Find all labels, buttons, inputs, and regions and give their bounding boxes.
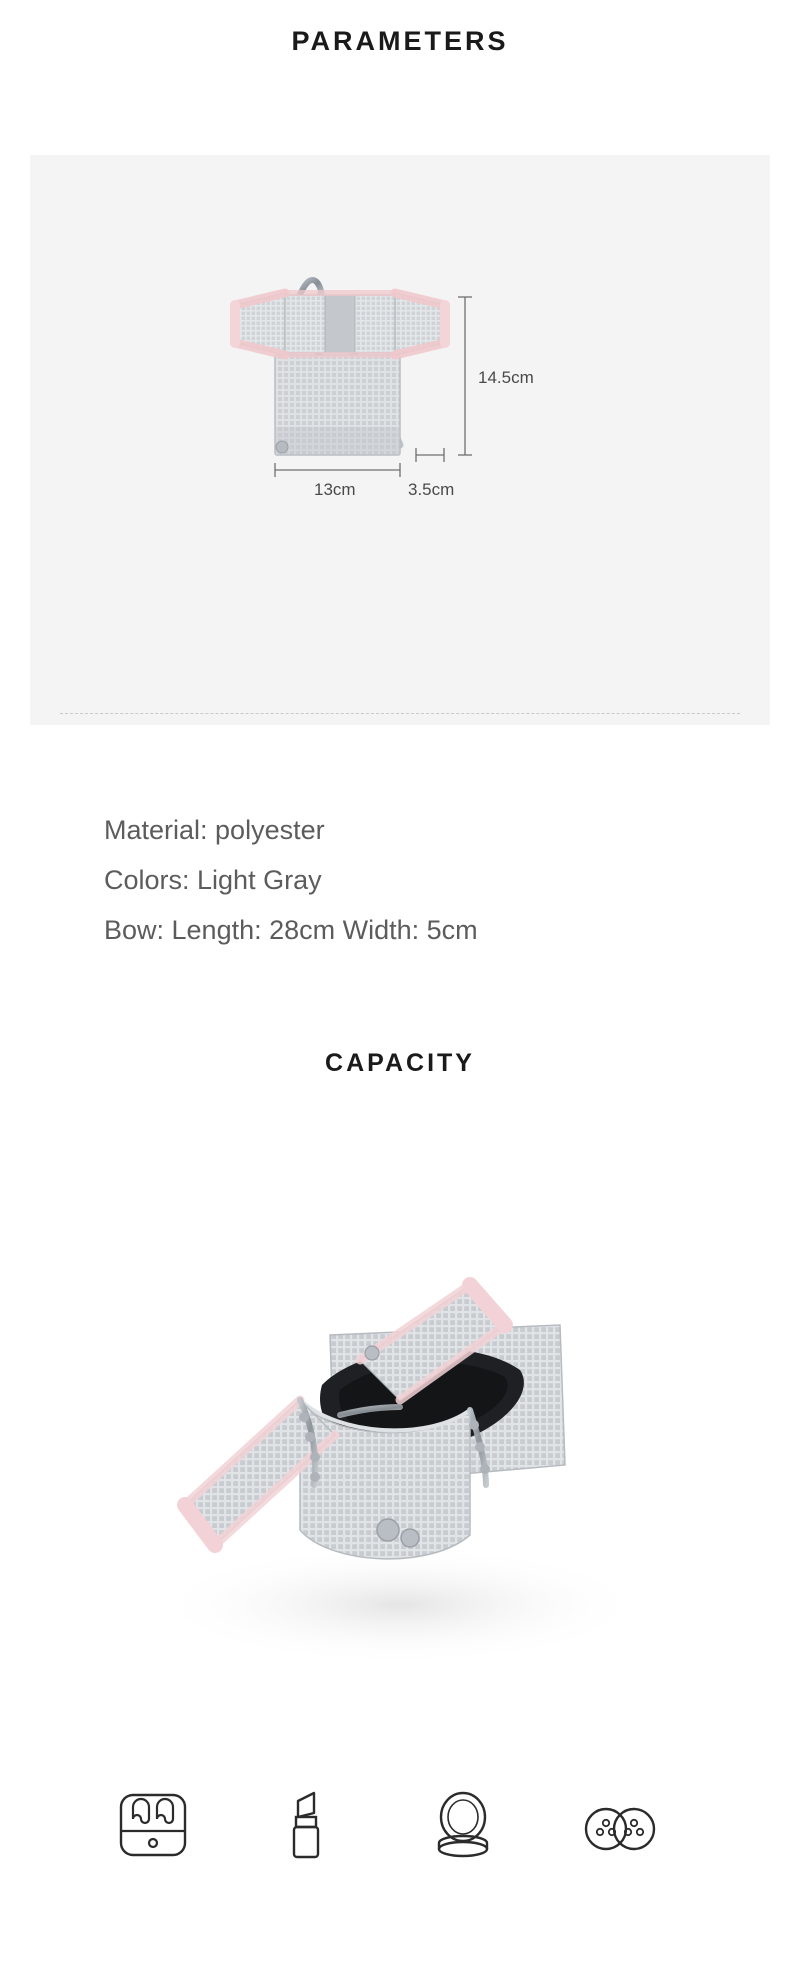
spec-bow: Bow: Length: 28cm Width: 5cm (104, 915, 478, 945)
height-label: 14.5cm (478, 368, 534, 387)
earbuds-case-icon (110, 1770, 195, 1880)
parameters-image-panel (30, 155, 770, 725)
lipstick-icon (265, 1770, 350, 1880)
spec-colors: Colors: Light Gray (104, 865, 322, 895)
bag-dimension-diagram (30, 155, 770, 725)
depth-dimension-line (416, 448, 444, 462)
section-divider (60, 713, 740, 714)
depth-label: 3.5cm (408, 480, 455, 499)
specifications-list (104, 805, 724, 955)
powder-compact-icon (575, 1770, 660, 1880)
spec-material: Material: polyester (104, 815, 325, 845)
page-title-capacity: CAPACITY (325, 1049, 475, 1077)
capacity-product-photo (0, 1185, 800, 1745)
width-label: 13cm (314, 480, 356, 499)
bow-illustration (235, 293, 445, 355)
page-title-parameters: PARAMETERS (291, 26, 509, 56)
width-dimension-line (275, 463, 400, 477)
capacity-item-icons (110, 1760, 690, 1890)
height-dimension-line (458, 297, 472, 455)
compact-mirror-icon (420, 1770, 505, 1880)
